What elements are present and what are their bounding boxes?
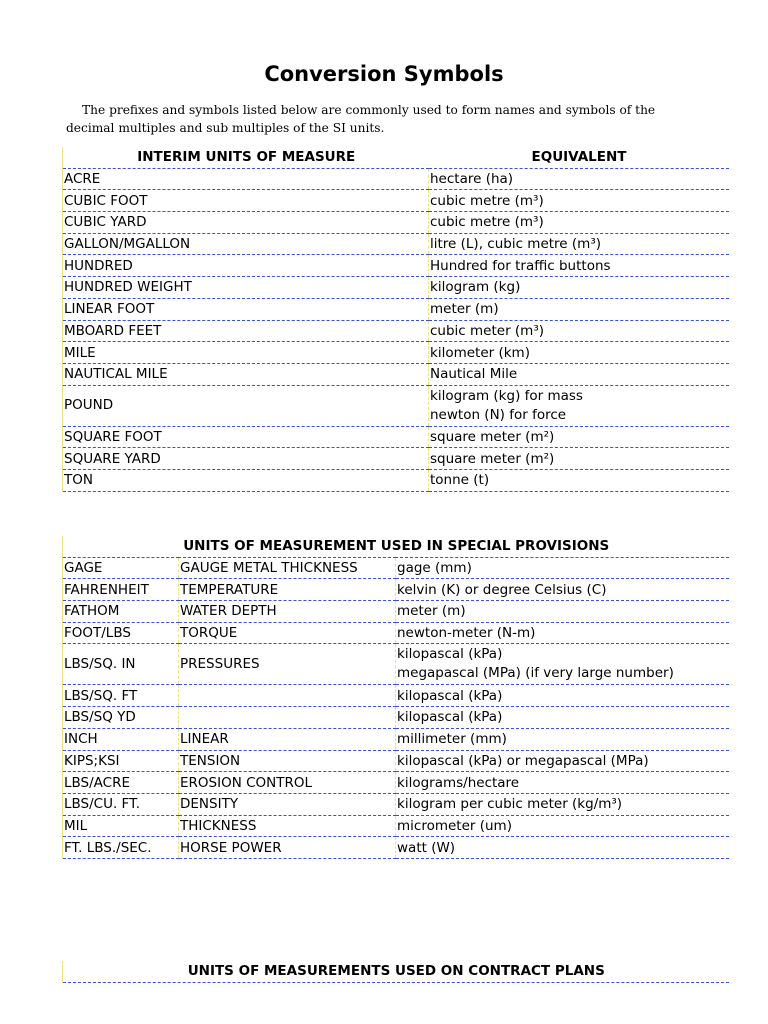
metric-cell: micrometer (um) xyxy=(396,815,729,837)
metric-cell: kilograms/hectare xyxy=(396,772,729,794)
contract-plans-heading: UNITS OF MEASUREMENTS USED ON CONTRACT PLANS xyxy=(63,961,729,982)
quantity-cell xyxy=(179,707,396,729)
table-row xyxy=(63,320,729,342)
table-row xyxy=(63,277,729,299)
contract-plans-table xyxy=(62,961,729,983)
table-row xyxy=(63,233,729,255)
metric-cell: kilogram per cubic meter (kg/m³) xyxy=(396,793,729,815)
table-row xyxy=(63,793,729,815)
special-provisions-table xyxy=(62,536,729,859)
table-row xyxy=(63,601,729,623)
unit-cell: POUND xyxy=(63,385,429,426)
table-row xyxy=(63,426,729,448)
metric-cell: gage (mm) xyxy=(396,557,729,579)
unit-cell: CUBIC YARD xyxy=(63,212,429,234)
table-row xyxy=(63,557,729,579)
unit-cell: LBS/SQ. IN xyxy=(63,644,179,685)
unit-cell: FOOT/LBS xyxy=(63,622,179,644)
table-row xyxy=(63,685,729,707)
table-row xyxy=(63,190,729,212)
equivalent-cell: square meter (m²) xyxy=(429,426,729,448)
quantity-cell: THICKNESS xyxy=(179,815,396,837)
unit-cell: INCH xyxy=(63,728,179,750)
unit-cell: MBOARD FEET xyxy=(63,320,429,342)
quantity-cell: HORSE POWER xyxy=(179,837,396,859)
table-header-row xyxy=(63,536,729,557)
unit-cell: LBS/ACRE xyxy=(63,772,179,794)
table-row xyxy=(63,212,729,234)
table-row xyxy=(63,255,729,277)
unit-cell: MILE xyxy=(63,342,429,364)
unit-cell: FAHRENHEIT xyxy=(63,579,179,601)
table-row xyxy=(63,363,729,385)
metric-cell-line: megapascal (MPa) (if very large number) xyxy=(397,665,674,682)
unit-cell: KIPS;KSI xyxy=(63,750,179,772)
metric-cell: kilopascal (kPa) xyxy=(396,707,729,729)
quantity-cell: WATER DEPTH xyxy=(179,601,396,623)
quantity-cell: LINEAR xyxy=(179,728,396,750)
quantity-cell: TENSION xyxy=(179,750,396,772)
metric-cell: watt (W) xyxy=(396,837,729,859)
table-row xyxy=(63,644,729,685)
table-header-row xyxy=(63,147,729,168)
table-row xyxy=(63,707,729,729)
equivalent-cell: cubic metre (m³) xyxy=(429,212,729,234)
unit-cell: HUNDRED xyxy=(63,255,429,277)
metric-cell xyxy=(396,644,729,685)
unit-cell: GALLON/MGALLON xyxy=(63,233,429,255)
equivalent-cell: square meter (m²) xyxy=(429,448,729,470)
quantity-cell: PRESSURES xyxy=(179,644,396,685)
metric-cell: kelvin (K) or degree Celsius (C) xyxy=(396,579,729,601)
column-header-interim-units: INTERIM UNITS OF MEASURE xyxy=(63,147,429,168)
intro-paragraph: The prefixes and symbols listed below are commonly used to form names and symbols of the decimal multiples and sub multiples of the SI units. xyxy=(66,103,656,135)
table-row xyxy=(63,772,729,794)
equivalent-cell: meter (m) xyxy=(429,298,729,320)
interim-units-table xyxy=(62,147,729,492)
table-header-row xyxy=(63,961,729,982)
unit-cell: NAUTICAL MILE xyxy=(63,363,429,385)
unit-cell: GAGE xyxy=(63,557,179,579)
equivalent-cell: cubic meter (m³) xyxy=(429,320,729,342)
quantity-cell: DENSITY xyxy=(179,793,396,815)
equivalent-cell: litre (L), cubic metre (m³) xyxy=(429,233,729,255)
column-header-equivalent: EQUIVALENT xyxy=(429,147,729,168)
metric-cell: millimeter (mm) xyxy=(396,728,729,750)
table-row xyxy=(63,168,729,190)
table-row xyxy=(63,622,729,644)
unit-cell: TON xyxy=(63,469,429,491)
table-row xyxy=(63,448,729,470)
equivalent-cell-line: kilogram (kg) for mass xyxy=(430,387,583,404)
table-row xyxy=(63,837,729,859)
equivalent-cell: Nautical Mile xyxy=(429,363,729,385)
table-row xyxy=(63,298,729,320)
metric-cell: kilopascal (kPa) or megapascal (MPa) xyxy=(396,750,729,772)
unit-cell: FT. LBS./SEC. xyxy=(63,837,179,859)
unit-cell: LBS/SQ. FT xyxy=(63,685,179,707)
table-row xyxy=(63,579,729,601)
equivalent-cell: hectare (ha) xyxy=(429,168,729,190)
unit-cell: ACRE xyxy=(63,168,429,190)
table-row xyxy=(63,469,729,491)
metric-cell-line: kilopascal (kPa) xyxy=(397,646,503,663)
unit-cell: MIL xyxy=(63,815,179,837)
quantity-cell: TORQUE xyxy=(179,622,396,644)
unit-cell: SQUARE FOOT xyxy=(63,426,429,448)
unit-cell: HUNDRED WEIGHT xyxy=(63,277,429,299)
unit-cell: FATHOM xyxy=(63,601,179,623)
quantity-cell: EROSION CONTROL xyxy=(179,772,396,794)
quantity-cell: TEMPERATURE xyxy=(179,579,396,601)
quantity-cell xyxy=(179,685,396,707)
table-row xyxy=(63,342,729,364)
metric-cell: kilopascal (kPa) xyxy=(396,685,729,707)
equivalent-cell: kilometer (km) xyxy=(429,342,729,364)
special-provisions-heading: UNITS OF MEASUREMENT USED IN SPECIAL PROVISIONS xyxy=(63,536,729,557)
unit-cell: LBS/SQ YD xyxy=(63,707,179,729)
page-title: Conversion Symbols xyxy=(264,62,504,86)
equivalent-cell: cubic metre (m³) xyxy=(429,190,729,212)
equivalent-cell xyxy=(429,385,729,426)
table-row xyxy=(63,815,729,837)
equivalent-cell: tonne (t) xyxy=(429,469,729,491)
equivalent-cell: Hundred for traffic buttons xyxy=(429,255,729,277)
table-row xyxy=(63,750,729,772)
table-row xyxy=(63,385,729,426)
unit-cell: SQUARE YARD xyxy=(63,448,429,470)
quantity-cell: GAUGE METAL THICKNESS xyxy=(179,557,396,579)
metric-cell: meter (m) xyxy=(396,601,729,623)
table-row xyxy=(63,728,729,750)
equivalent-cell-line: newton (N) for force xyxy=(430,406,567,423)
unit-cell: LINEAR FOOT xyxy=(63,298,429,320)
unit-cell: LBS/CU. FT. xyxy=(63,793,179,815)
unit-cell: CUBIC FOOT xyxy=(63,190,429,212)
equivalent-cell: kilogram (kg) xyxy=(429,277,729,299)
metric-cell: newton-meter (N-m) xyxy=(396,622,729,644)
